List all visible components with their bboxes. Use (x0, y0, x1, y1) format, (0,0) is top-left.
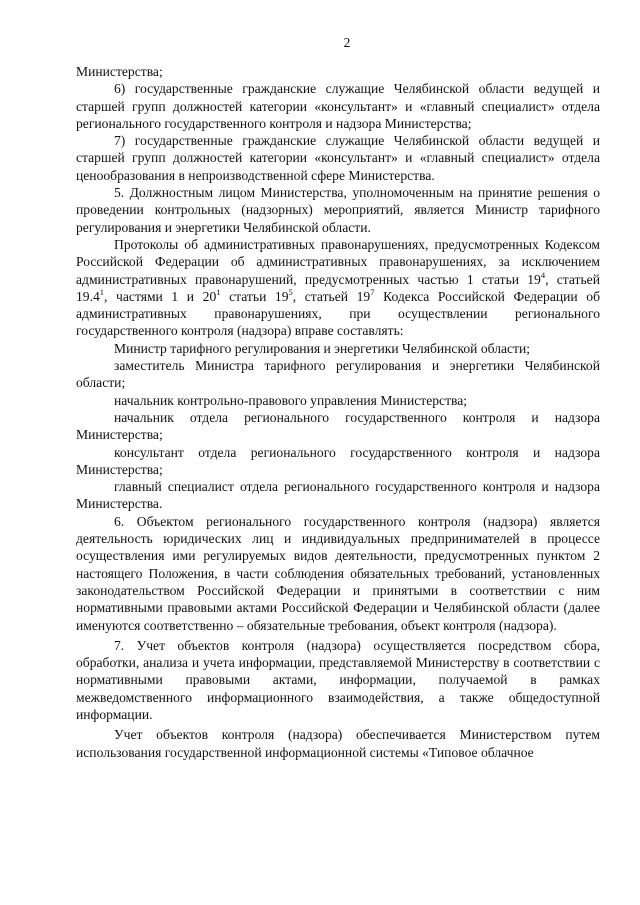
superscript: 1 (216, 286, 221, 297)
paragraph: 6. Объектом регионального государственного контроля (надзора) является деятельность юридических лиц и индивидуальных предпринимателей в процессе осуществления ими регулируемых видов деятельности, предусмотренных пунктом 2 настоящего Положения, в части соблюдения обязательных требований, установленных законодательством Российской Федерации и принятыми в соответствии с ним нормативными правовыми актами Российской Федерации и Челябинской области (далее именуются соответственно – обязательные требования, объект контроля (надзора). (76, 513, 600, 633)
paragraph: 5. Должностным лицом Министерства, уполномоченным на принятие решения о проведении контрольных (надзорных) мероприятий, является Министр тарифного регулирования и энергетики Челябинской области. (76, 185, 600, 235)
paragraph: Министерства; (76, 64, 163, 79)
text-segment: , статьей 19 (292, 288, 371, 304)
paragraph: начальник отдела регионального государственного контроля и надзора Министерства; (76, 409, 600, 443)
document-body (76, 63, 600, 761)
superscript: 4 (540, 269, 546, 280)
paragraph: начальник контрольно-правового управления Министерства; (114, 392, 468, 408)
text-segment: Кодекса Российской Федерации об административных правонарушениях, при осуществлении регионального государственного контроля (надзора) вправе составлять: (76, 288, 600, 339)
paragraph: 7) государственные гражданские служащие Челябинской области ведущей и старшей групп должностей категории «консультант» и «главный специалист» отдела ценообразования в непроизводственной сфере Министерства. (76, 133, 600, 183)
paragraph: Министр тарифного регулирования и энергетики Челябинской области; (114, 340, 531, 356)
text-segment: статьи 19 (220, 288, 289, 304)
superscript: 5 (288, 286, 293, 297)
paragraph: заместитель Министра тарифного регулирования и энергетики Челябинской области; (76, 358, 600, 391)
text-segment: , частями 1 и 20 (104, 288, 217, 304)
paragraph: 7. Учет объектов контроля (надзора) осуществляется посредством сбора, обработки, анализа и учета информации, представляемой Министерству в соответствии с нормативными правовыми актами, информации, получаемой в рамках межведомственного информационного взаимодействия, а также общедоступной информации. (76, 637, 600, 722)
paragraph: главный специалист отдела регионального государственного контроля и надзора Министерства. (76, 479, 600, 512)
paragraph-protocols (76, 236, 600, 340)
paragraph: Учет объектов контроля (надзора) обеспечивается Министерством путем использования государственной информационной системы «Типовое облачное (76, 727, 600, 760)
text-segment: Протоколы об административных правонарушениях, предусмотренных Кодексом Российской Федерации об административных правонарушениях, за исключением административных правонарушений, предусмотренных частью 1 статьи 19 (76, 236, 600, 287)
page-number: 2 (343, 35, 351, 50)
superscript: 7 (370, 286, 375, 297)
paragraph: 6) государственные гражданские служащие Челябинской области ведущей и старшей групп должностей категории «консультант» и «главный специалист» отдела регионального государственного контроля и надзора Министерства; (76, 81, 600, 131)
superscript: 1 (99, 286, 105, 297)
paragraph: консультант отдела регионального государственного контроля и надзора Министерства; (76, 444, 600, 477)
text-segment: , статьей 19.4 (76, 271, 600, 304)
